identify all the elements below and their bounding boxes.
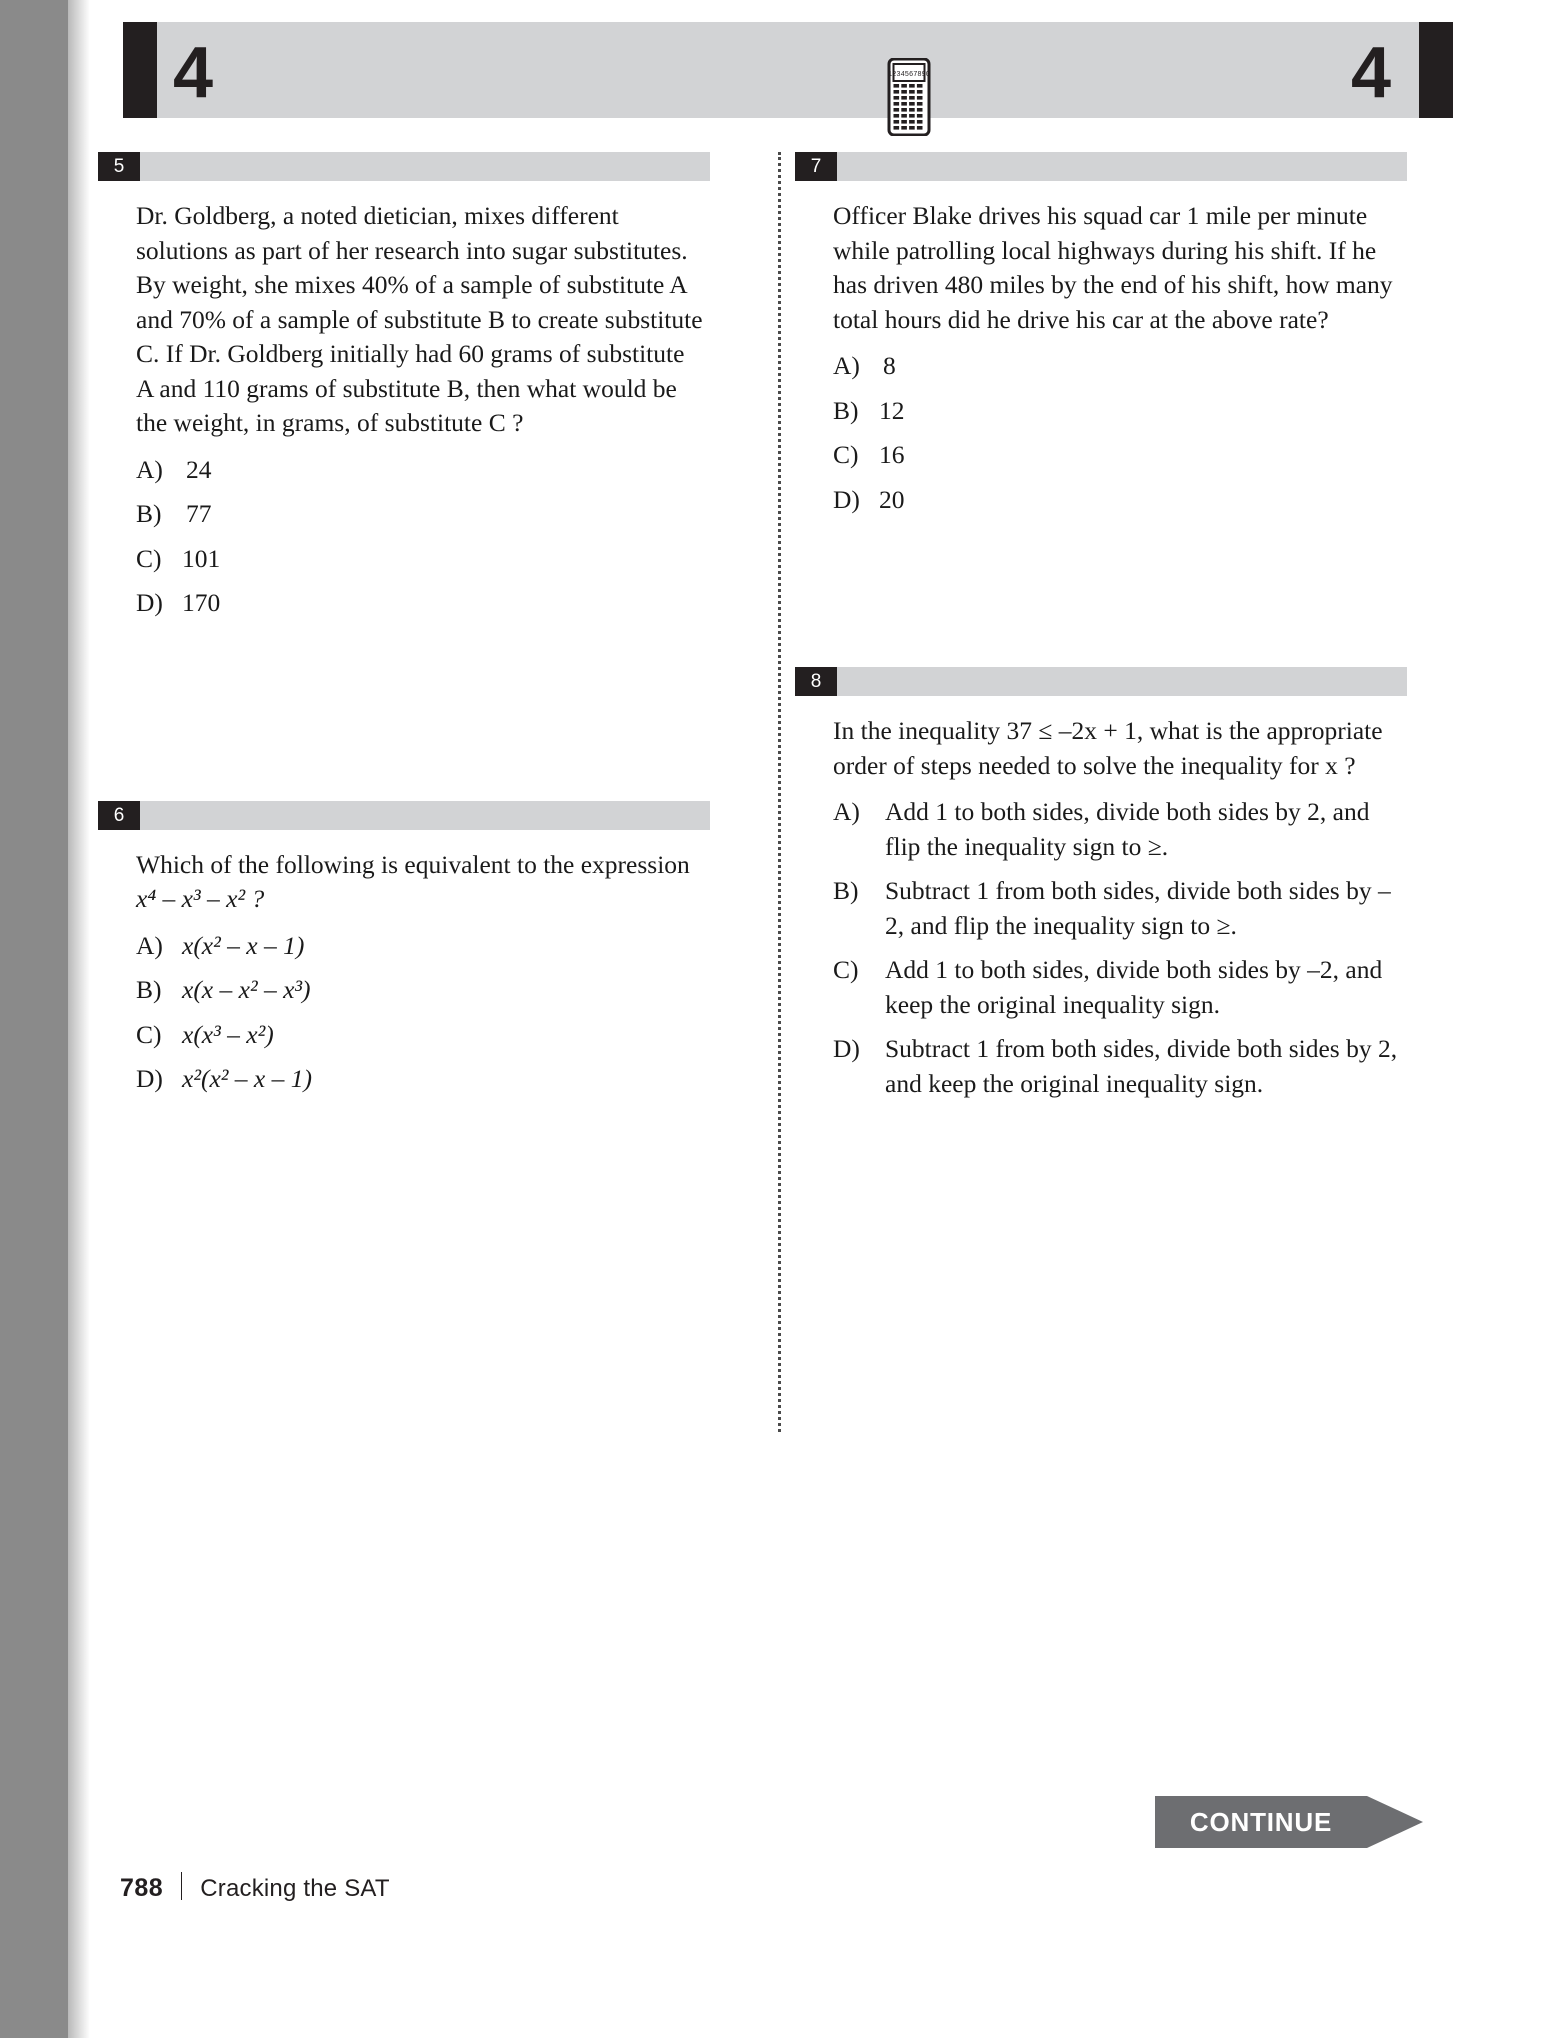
question-spacer bbox=[795, 527, 1407, 667]
answer-choice[interactable] bbox=[136, 1062, 706, 1097]
choice-letter: C) bbox=[833, 440, 859, 469]
choice-letter: D) bbox=[136, 1064, 163, 1093]
answer-choices-5 bbox=[136, 453, 706, 621]
choice-letter: C) bbox=[833, 955, 859, 984]
question-stem-7: Officer Blake drives his squad car 1 mile per minute while patrolling local highways during his shift. If he has driven 480 miles by the end of his shift, how many total hours did he drive his car at the above rate? bbox=[833, 201, 1393, 334]
answer-choices-8 bbox=[833, 795, 1403, 1101]
question-stem-6-expression: x⁴ – x³ – x² ? bbox=[136, 884, 265, 913]
choice-letter: B) bbox=[136, 975, 162, 1004]
choice-letter: B) bbox=[136, 499, 162, 528]
answer-choice[interactable] bbox=[833, 1032, 1403, 1101]
choice-text: 77 bbox=[186, 499, 212, 528]
question-block-8 bbox=[795, 667, 1407, 1101]
choice-letter: D) bbox=[833, 1034, 860, 1063]
choice-text: x(x³ – x²) bbox=[182, 1019, 274, 1049]
choice-letter: C) bbox=[136, 1019, 162, 1049]
choice-letter: B) bbox=[833, 876, 859, 905]
choice-text: x²(x² – x – 1) bbox=[182, 1064, 312, 1093]
answer-choice[interactable] bbox=[833, 953, 1403, 1022]
question-block-6 bbox=[98, 801, 710, 1097]
answer-choice[interactable] bbox=[136, 586, 706, 621]
choice-text: Subtract 1 from both sides, divide both sides by 2, and keep the original inequality sign. bbox=[885, 1034, 1398, 1098]
choice-text: 24 bbox=[186, 454, 212, 484]
continue-banner bbox=[1155, 1796, 1423, 1848]
choice-letter: D) bbox=[833, 484, 860, 514]
question-body-8 bbox=[795, 714, 1407, 1101]
question-stem-6-prefix: Which of the following is equivalent to the expression bbox=[136, 849, 690, 879]
answer-choice[interactable] bbox=[833, 795, 1403, 864]
choice-text: Add 1 to both sides, divide both sides by 2, and flip the inequality sign to ≥. bbox=[885, 797, 1370, 861]
answer-choice[interactable] bbox=[136, 973, 706, 1008]
page-gutter bbox=[0, 0, 68, 2038]
page-canvas bbox=[90, 0, 1568, 2038]
choice-letter: A) bbox=[136, 930, 163, 960]
question-bar-6 bbox=[98, 801, 710, 830]
question-bar-8 bbox=[795, 667, 1407, 696]
continue-label: CONTINUE bbox=[1155, 1796, 1367, 1848]
section-number-right: 4 bbox=[1351, 33, 1391, 113]
choice-text: x(x² – x – 1) bbox=[182, 930, 305, 960]
choice-text: 12 bbox=[879, 395, 905, 425]
svg-text:1234567890: 1234567890 bbox=[887, 71, 931, 79]
section-number-left: 4 bbox=[173, 33, 213, 113]
question-number-7: 7 bbox=[795, 152, 837, 181]
choice-text: Add 1 to both sides, divide both sides by –2, and keep the original inequality sign. bbox=[885, 955, 1383, 1019]
question-body-6 bbox=[98, 848, 710, 1097]
answer-choice[interactable] bbox=[833, 349, 1403, 384]
question-number-8: 8 bbox=[795, 667, 837, 696]
choice-text: 8 bbox=[883, 351, 896, 380]
answer-choice[interactable] bbox=[833, 394, 1403, 429]
answer-choices-7 bbox=[833, 349, 1403, 517]
footer-page-number: 788 bbox=[120, 1874, 164, 1902]
question-stem-6 bbox=[136, 848, 706, 917]
answer-choice[interactable] bbox=[833, 438, 1403, 473]
choice-text: 101 bbox=[182, 543, 221, 573]
answer-choice[interactable] bbox=[136, 929, 706, 964]
question-block-5 bbox=[98, 152, 710, 621]
question-body-5 bbox=[98, 199, 710, 621]
continue-arrow-icon bbox=[1367, 1796, 1423, 1848]
answer-choice[interactable] bbox=[136, 497, 706, 532]
choice-letter: A) bbox=[833, 797, 860, 826]
page-gutter-shadow bbox=[68, 0, 90, 2038]
answer-choice[interactable] bbox=[136, 453, 706, 488]
calculator-icon bbox=[887, 58, 931, 136]
footer-separator bbox=[181, 1872, 182, 1900]
question-bar-5 bbox=[98, 152, 710, 181]
choice-letter: B) bbox=[833, 395, 859, 425]
answer-choice[interactable] bbox=[833, 874, 1403, 943]
question-body-7 bbox=[795, 199, 1407, 517]
question-stem-5: Dr. Goldberg, a noted dietician, mixes different solutions as part of her research into sugar substitutes. By weight, she mixes 40% of a sample of substitute A and 70% of a sample of substitute B to create substitute C. If Dr. Goldberg initially had 60 grams of substitute A and 110 grams of substitute B, then what would be the weight, in grams, of substitute C ? bbox=[136, 201, 703, 437]
choice-text: x(x – x² – x³) bbox=[182, 975, 311, 1004]
answer-choice[interactable] bbox=[136, 1018, 706, 1053]
question-block-7 bbox=[795, 152, 1407, 517]
choice-text: Subtract 1 from both sides, divide both sides by –2, and flip the inequality sign to ≥. bbox=[885, 876, 1391, 940]
answer-choices-6 bbox=[136, 929, 706, 1097]
left-column bbox=[98, 152, 710, 1107]
choice-letter: D) bbox=[136, 588, 163, 617]
question-bar-7 bbox=[795, 152, 1407, 181]
choice-letter: A) bbox=[833, 351, 860, 380]
right-column bbox=[795, 152, 1407, 1111]
question-stem-8: In the inequality 37 ≤ –2x + 1, what is the appropriate order of steps needed to solve the inequality for x ? bbox=[833, 716, 1383, 780]
choice-text: 170 bbox=[182, 588, 221, 617]
page-footer bbox=[120, 1868, 390, 1903]
answer-choice[interactable] bbox=[136, 542, 706, 577]
answer-choice[interactable] bbox=[833, 483, 1403, 518]
section-header-bar bbox=[123, 22, 1453, 118]
header-tab-left bbox=[123, 22, 157, 118]
footer-book-title: Cracking the SAT bbox=[200, 1875, 390, 1902]
choice-text: 16 bbox=[879, 440, 905, 469]
choice-text: 20 bbox=[879, 484, 905, 514]
question-number-5: 5 bbox=[98, 152, 140, 181]
choice-letter: C) bbox=[136, 543, 162, 573]
question-number-6: 6 bbox=[98, 801, 140, 830]
header-tab-right bbox=[1419, 22, 1453, 118]
choice-letter: A) bbox=[136, 454, 163, 484]
question-spacer bbox=[98, 631, 710, 801]
column-divider bbox=[778, 152, 781, 1432]
